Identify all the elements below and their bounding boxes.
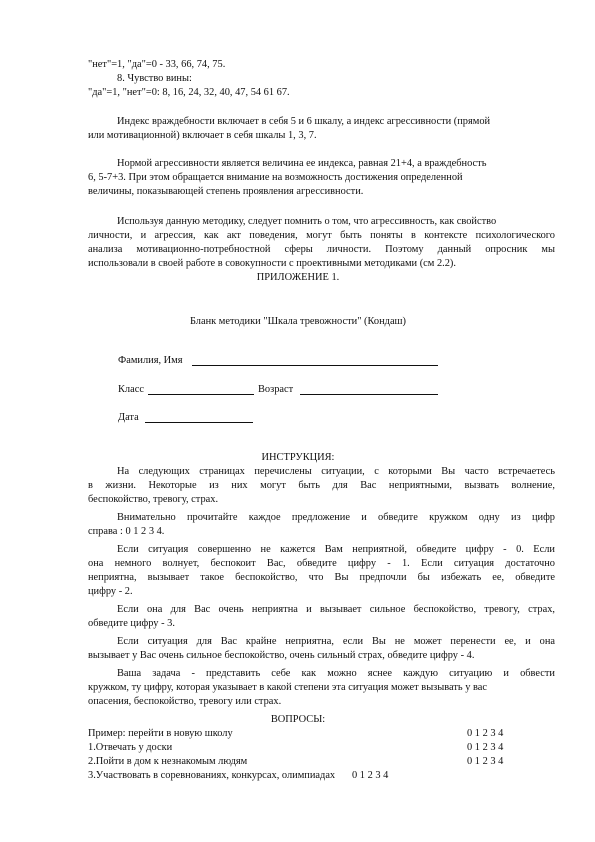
age-label: Возраст [258,384,294,395]
scale-heading: 8. Чувство вины: [117,73,192,84]
name-label: Фамилия, Имя [118,355,183,366]
paragraph-line: анализа мотивационно-потребностной сферы личности. Поэтому данный опросник мы [88,244,555,255]
scale-line: "нет"=1, "да"=0 - 33, 66, 74, 75. [88,59,226,70]
paragraph-line: величины, показывающей степень проявления агрессивности. [88,186,364,197]
paragraph-line: обведите цифру - 3. [88,618,175,629]
paragraph-line: беспокойство, тревогу, страх. [88,494,219,505]
question-scale[interactable]: 0 1 2 3 4 [352,770,389,781]
paragraph-line: На следующих страницах перечислены ситуации, с которыми Вы часто встречаетесь [117,466,555,477]
question-text: 3.Участвовать в соревнованиях, конкурсах, олимпиадах [88,770,336,781]
appendix-title: ПРИЛОЖЕНИЕ 1. [256,272,340,283]
scale-line: "да"=1, "нет"=0: 8, 16, 24, 32, 40, 47, 54 61 67. [88,87,290,98]
question-scale[interactable]: 0 1 2 3 4 [467,728,504,739]
paragraph-line: или мотивационной) включает в себя шкалы 1, 3, 7. [88,130,317,141]
form-title: Бланк методики "Шкала тревожности" (Кондаш) [189,316,407,327]
question-scale[interactable]: 0 1 2 3 4 [467,742,504,753]
paragraph-line: опасения, беспокойство, тревогу или страх. [88,696,282,707]
paragraph-line: цифру - 2. [88,586,133,597]
paragraph-line: Внимательно прочитайте каждое предложение и обведите кружком одну из цифр [117,512,555,523]
paragraph-line: Если ситуация для Вас крайне неприятна, если Вы не может перенести ее, и она [117,636,555,647]
paragraph-line: Индекс враждебности включает в себя 5 и 6 шкалу, а индекс агрессивности (прямой [117,116,491,127]
paragraph-line: Нормой агрессивности является величина ее индекса, равная 21+4, а враждебность [117,158,487,169]
questions-title: ВОПРОСЫ: [270,714,326,725]
question-scale[interactable]: 0 1 2 3 4 [467,756,504,767]
paragraph-line: Если ситуация совершенно не кажется Вам неприятной, обведите цифру - 0. Если [117,544,555,555]
date-label: Дата [118,412,139,423]
paragraph-line: она немного волнует, беспокоит Вас, обведите цифру - 1. Если ситуация достаточно [88,558,555,569]
paragraph-line: Если она для Вас очень неприятна и вызывает сильное беспокойство, тревогу, страх, [117,604,555,615]
paragraph-line: вызывает у Вас очень сильное беспокойство, очень сильный страх, обведите цифру - 4. [88,650,475,661]
paragraph-line: Используя данную методику, следует помнить о том, что агрессивность, как свойство [117,216,497,227]
paragraph-line: неприятна, вызывает такое беспокойство, что Вы предпочли бы избежать ее, обведите [88,572,555,583]
date-field[interactable] [145,422,253,423]
paragraph-line: личности, и агрессия, как акт поведения, могут быть поняты в контексте психологического [88,230,555,241]
paragraph-line: 6, 5-7+3. При этом обращается внимание на возможность достижения определенной [88,172,463,183]
paragraph-line: использовали в своей работе в совокупности с проективными методиками (см 2.2). [88,258,456,269]
question-text: 1.Отвечать у доски [88,742,173,753]
age-field[interactable] [300,394,438,395]
name-field[interactable] [192,365,438,366]
paragraph-line: справа : 0 1 2 3 4. [88,526,165,537]
instructions-title: ИНСТРУКЦИЯ: [261,452,335,463]
question-text: 2.Пойти в дом к незнакомым людям [88,756,248,767]
class-field[interactable] [148,394,254,395]
paragraph-line: Ваша задача - представить себе как можно яснее каждую ситуацию и обвести [117,668,555,679]
question-text: Пример: перейти в новую школу [88,728,233,739]
class-label: Класс [118,384,144,395]
paragraph-line: в жизни. Некоторые из них могут быть для Вас неприятными, вызвать волнение, [88,480,555,491]
paragraph-line: кружком, ту цифру, которая указывает в какой степени эта ситуация может вызывать у вас [88,682,488,693]
